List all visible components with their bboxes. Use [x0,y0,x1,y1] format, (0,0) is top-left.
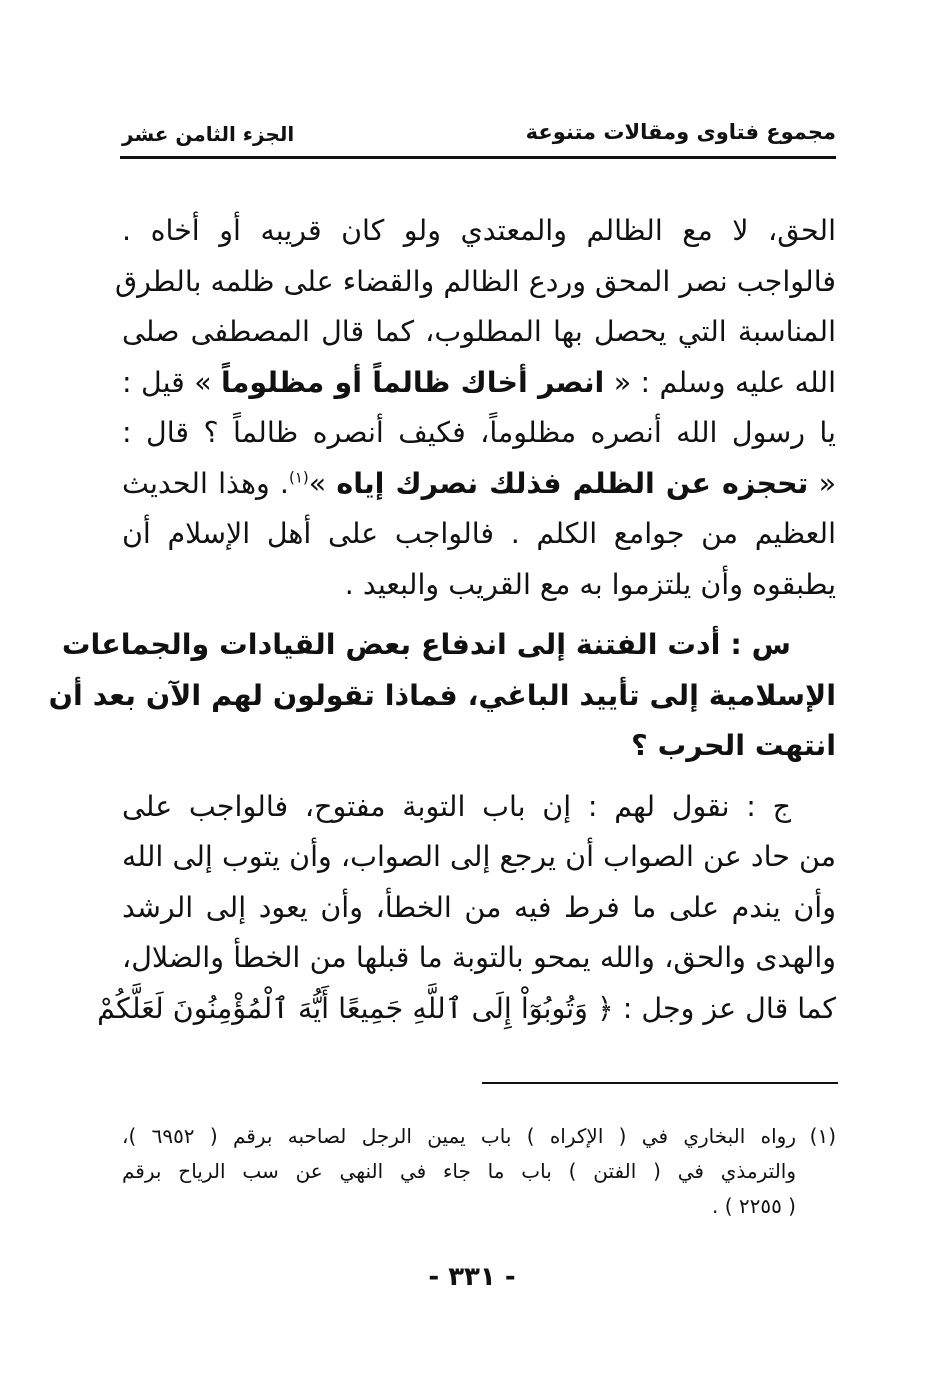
footnote-line: ( ٢٢٥٥ ) . [711,1194,796,1218]
question-line: الإسلامية إلى تأييد الباغي، فماذا تقولون لهم الآن بعد أن [48,678,836,712]
footnote-text: رواه البخاري في ( الإكراه ) باب يمين الرجل لصاحبه برقم ( ٦٩٥٢ )، [122,1124,796,1148]
answer-line-quran: كما قال عز وجل : ﴿ وَتُوبُوٓاْ إِلَى ٱللَّهِ جَمِيعًا أَيُّهَ ٱلْمُؤْمِنُونَ لَعَلَّكُمْ [97,991,836,1025]
body-line: فالواجب نصر المحق وردع الظالم والقضاء على ظلمه بالطرق [114,264,836,298]
text-span: الله عليه وسلم : « [604,365,836,399]
question-line: س : أدت الفتنة إلى اندفاع بعض القيادات والجماعات [61,628,791,661]
hadith-text: تحجزه عن الظلم فذلك نصرك إياه [336,466,809,500]
footnote-ref: (١) [289,468,309,486]
body-line: المناسبة التي يحصل بها المطلوب، كما قال المصطفى صلى [122,315,836,348]
answer-line: والهدى والحق، والله يمحو بالتوبة ما قبلها من الخطأ والضلال، [122,941,836,974]
body-line: يطبقوه وأن يلتزموا به مع القريب والبعيد . [344,567,836,601]
text-span: » قيل : [122,365,222,399]
body-line-hadith [122,459,836,510]
header-rule [120,156,836,159]
footnote-rule [482,1082,838,1084]
running-header-volume: الجزء الثامن عشر [122,122,295,146]
body-line: العظيم من جوامع الكلم . فالواجب على أهل الإسلام أن [122,517,836,550]
answer-line: من حاد عن الصواب أن يرجع إلى الصواب، وأن يتوب إلى الله [122,840,836,873]
footnote-line: والترمذي في ( الفتن ) باب ما جاء في النهي عن سب الرياح برقم [122,1159,796,1183]
answer-line: وأن يندم على ما فرط فيه من الخطأ، وأن يعود إلى الرشد [122,890,836,924]
running-header-title: مجموع فتاوى ومقالات متنوعة [525,120,836,144]
text-span: » [308,466,337,500]
body-line: يا رسول الله أنصره مظلوماً، فكيف أنصره ظالماً ؟ قال : [122,416,836,449]
answer-line: ج : نقول لهم : إن باب التوبة مفتوح، فالواجب على [122,789,791,823]
text-span: . وهذا الحديث [122,466,289,500]
question-line: انتهت الحرب ؟ [631,729,836,762]
footnote-line [122,1119,836,1154]
page-number: - ٣٣١ - [428,1262,516,1292]
footnote-number: (١) [809,1124,836,1148]
body-line: الحق، لا مع الظالم والمعتدي ولو كان قريبه أو أخاه . [122,214,836,247]
hadith-text: انصر أخاك ظالماً أو مظلوماً [221,365,605,399]
text-span: « [808,466,837,500]
footnote [122,1119,836,1224]
body-line-hadith [122,358,836,409]
main-text [48,206,837,1034]
